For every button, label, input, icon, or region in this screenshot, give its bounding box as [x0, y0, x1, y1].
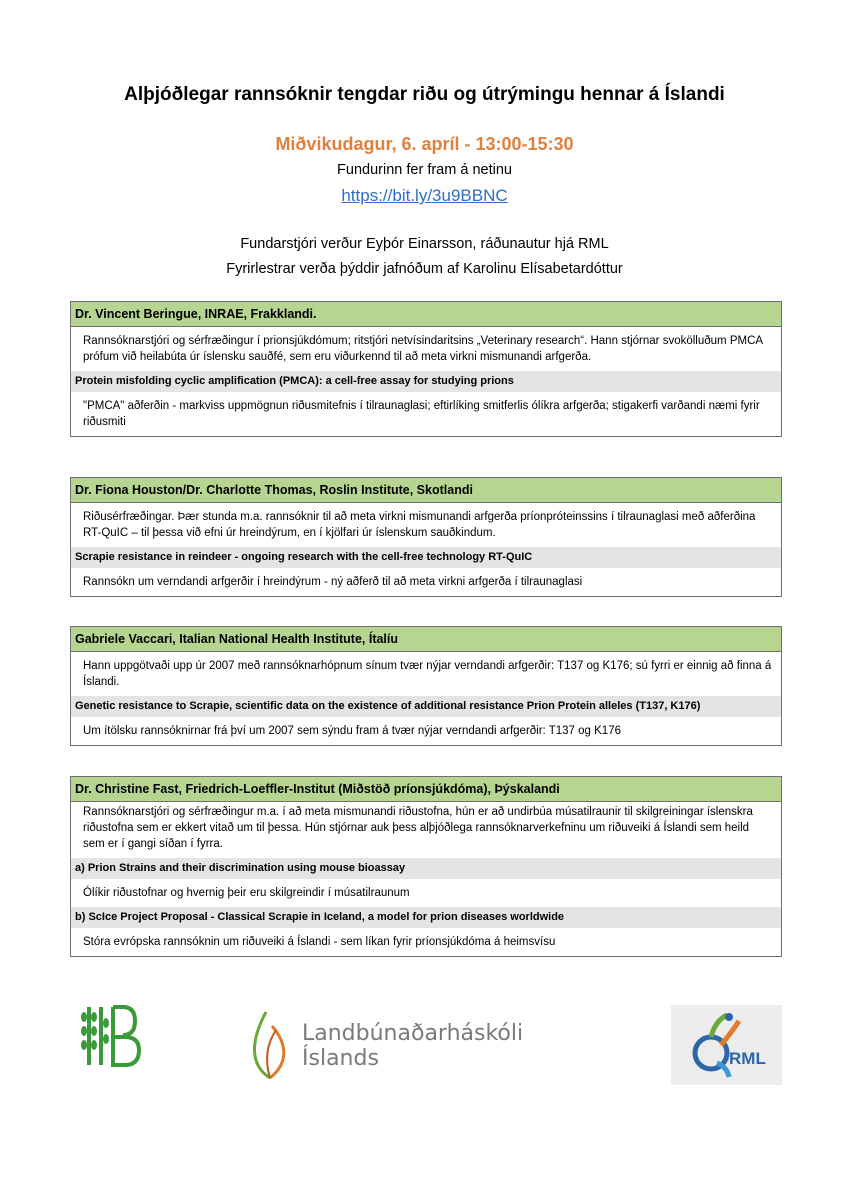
talk-title: Protein misfolding cyclic amplification (PMCA): a cell-free assay for studying prions	[71, 371, 781, 392]
lbhi-name-line1: Landbúnaðarháskóli	[302, 1021, 524, 1046]
interpreter-line: Fyrirlestrar verða þýddir jafnóðum af Karolinu Elísabetardóttur	[226, 261, 623, 277]
logo-row	[0, 995, 849, 1095]
rml-logo	[671, 1005, 782, 1085]
talk-description: "PMCA" aðferðin - markviss uppmögnun riðusmitefnis í tilraunaglasi; eftirlíking smitferlis ólíkra arfgerða; stigakerfi varðandi næmi fyrir riðusmiti	[83, 400, 760, 428]
meeting-link[interactable]: https://bit.ly/3u9BBNC	[341, 186, 508, 205]
lbhi-name-line2: Íslands	[302, 1046, 379, 1071]
talk-title: Genetic resistance to Scrapie, scientific data on the existence of additional resistance Prion Protein alleles (T137, K176)	[71, 696, 781, 717]
page-title: Alþjóðlegar rannsóknir tengdar riðu og útrýmingu hennar á Íslandi	[124, 84, 725, 105]
bondasamtok-logo-icon	[79, 1003, 149, 1069]
talk-title: b) ScIce Project Proposal - Classical Scrapie in Iceland, a model for prion diseases worldwide	[71, 907, 781, 928]
lbhi-leaf-icon	[246, 1008, 296, 1080]
speaker-bio: Riðusérfræðingar. Þær stunda m.a. rannsóknir til að meta virkni mismunandi arfgerða príonpróteinssins í tilraunaglasi með aðferðina RT-QuIC – til þessa við efni úr hreindýrum, en í kjölfari úr íslenskum sauðkindum.	[83, 511, 756, 539]
speaker-name: Dr. Christine Fast, Friedrich-Loeffler-Institut (Miðstöð príonsjúkdóma), Þýskalandi	[71, 777, 781, 802]
speaker-bio: Hann uppgötvaði upp úr 2007 með rannsóknarhópnum sínum tvær nýjar verndandi arfgerðir: T137 og K176; sú fyrri er einnig að finna á Íslandi.	[83, 660, 772, 688]
talk-description: Um ítölsku rannsóknirnar frá því um 2007 sem sýndu fram á tvær nýjar verndandi arfgerðir: T137 og K176	[83, 725, 621, 737]
speaker-name: Dr. Fiona Houston/Dr. Charlotte Thomas, Roslin Institute, Skotlandi	[71, 478, 781, 503]
speaker-bio: Rannsóknarstjóri og sérfræðingur í prionsjúkdómum; ritstjóri netvísindaritsins „Veterinary research“. Hann stjórnar svokölluðum PMCA prófum við heilabúta úr íslensku sauðfé, sem eru viðurkennd til að meta virkni mismunandi arfgerða.	[83, 335, 763, 363]
talk-description: Ólíkir riðustofnar og hvernig þeir eru skilgreindir í músatilraunum	[83, 887, 410, 899]
talk-title: Scrapie resistance in reindeer - ongoing research with the cell-free technology RT-QuIC	[71, 547, 781, 568]
speaker-box	[70, 776, 782, 957]
speaker-bio: Rannsóknarstjóri og sérfræðingur m.a. í að meta mismunandi riðustofna, hún er að undirbúa músatilraunir til skilgreiningar íslenskra riðustofna sem er ekkert vitað um til þessa. Hún stjórnar auk þess alþjóðlega rannsóknarverkefninu um riðuveiki á Íslandi sem heild sem er í gangi síðan í fyrra.	[83, 806, 753, 850]
talk-title: a) Prion Strains and their discrimination using mouse bioassay	[71, 858, 781, 879]
speaker-box	[70, 301, 782, 437]
chair-line: Fundarstjóri verður Eyþór Einarsson, ráðunautur hjá RML	[240, 236, 609, 252]
speaker-name: Gabriele Vaccari, Italian National Health Institute, Ítalíu	[71, 627, 781, 652]
talk-description: Rannsókn um verndandi arfgerðir í hreindýrum - ný aðferð til að meta virkni arfgerða í tilraunaglasi	[83, 576, 583, 588]
speaker-box	[70, 626, 782, 746]
event-date: Miðvikudagur, 6. apríl - 13:00-15:30	[275, 134, 574, 154]
rml-wordmark: RML	[729, 1049, 766, 1068]
online-notice: Fundurinn fer fram á netinu	[337, 162, 512, 178]
rml-mark-icon	[671, 1005, 782, 1085]
speaker-name: Dr. Vincent Beringue, INRAE, Frakklandi.	[71, 302, 781, 327]
lbhi-wordmark	[302, 1021, 523, 1071]
talk-description: Stóra evrópska rannsóknin um riðuveiki á Íslandi - sem líkan fyrir príonsjúkdóma á heimsvísu	[83, 936, 556, 948]
speaker-box	[70, 477, 782, 597]
